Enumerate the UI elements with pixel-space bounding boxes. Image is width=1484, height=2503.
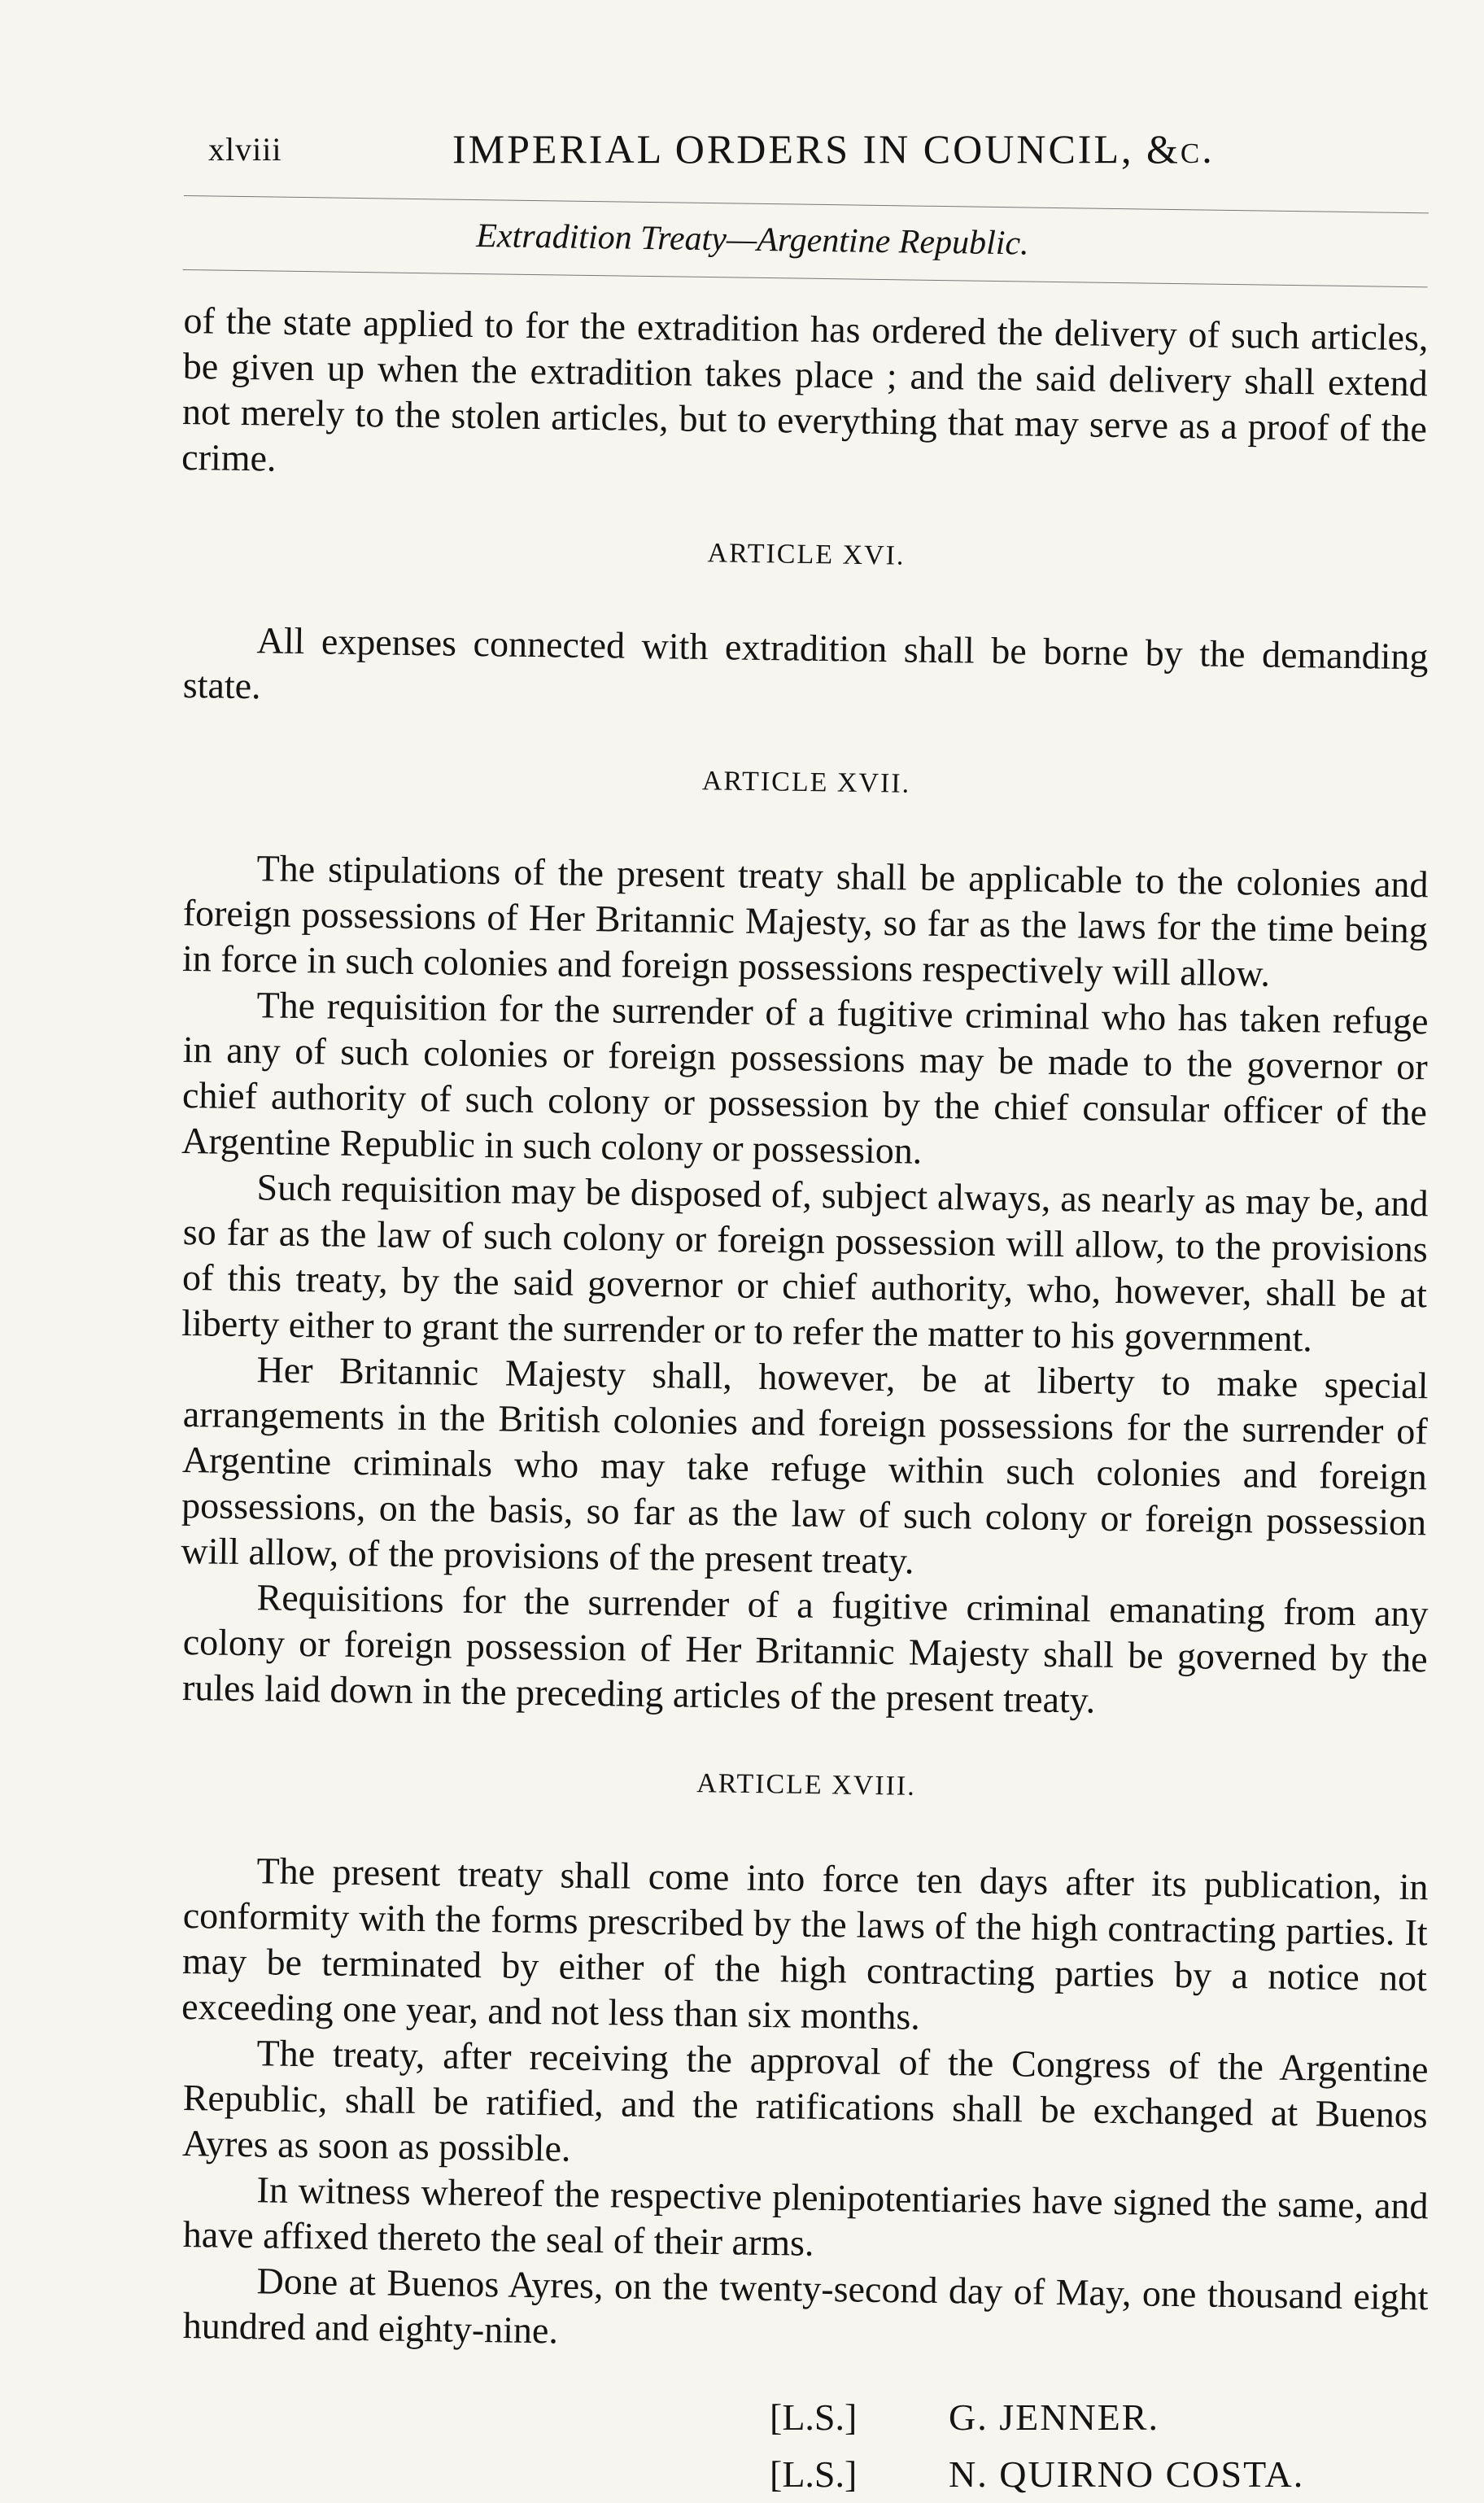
signature-row [770,2389,1429,2446]
article-paragraph: The present treaty shall come into force ten days after its publication, in conformity with the forms prescribed by the laws of the high contracting parties. It may be terminated by either of the high contracting parties by a notice not exceeding one year, and not less than six months. [181,1850,1429,2038]
article-paragraph: In witness whereof the respective plenipotentiaries have signed the same, and have affixed thereto the seal of their arms. [182,2169,1429,2264]
seal-mark: [L.S.] [770,2453,858,2495]
section-subheading: Extradition Treaty—Argentine Republic. [476,217,1029,263]
document-page [181,122,1429,2503]
article-heading: ARTICLE XVII. [701,766,911,799]
document-body [181,298,1429,2352]
article-heading: ARTICLE XVIII. [696,1768,917,1802]
seal-mark: [L.S.] [770,2396,858,2438]
article-paragraph: All expenses connected with extradition shall be borne by the demanding state. [182,619,1429,707]
page-header [184,122,1429,179]
signatory-name: N. QUIRNO COSTA. [949,2453,1305,2495]
article-paragraph: Her Britannic Majesty shall, however, be at liberty to make special arrangements in the British colonies and foreign possessions for the surrender of Argentine criminals who may take refuge within such colonies and foreign possessions, on the basis, so far as the law of such colony or foreign possession will allow, of the provisions of the present treaty. [181,1348,1429,1582]
article-heading: ARTICLE XVI. [707,538,906,571]
intro-paragraph: of the state applied to for the extradition has ordered the delivery of such articles, be given up when the extradition takes place ; and the said delivery shall extend not merely to the stolen articles, but to everything that may serve as a proof of the crime. [181,299,1429,479]
article-paragraph: Done at Buenos Ayres, on the twenty-second day of May, one thousand eight hundred and eighty-nine. [182,2260,1429,2352]
signature-block [770,2389,1429,2503]
article-paragraph: The stipulations of the present treaty shall be applicable to the colonies and foreign possessions of Her Britannic Majesty, so far as the laws for the time being in force in such colonies and foreign possessions respectively will allow. [181,847,1429,994]
article-paragraph: Requisitions for the surrender of a fugitive criminal emanating from any colony or foreign possession of Her Britannic Majesty shall be governed by the rules laid down in the preceding articles of the present treaty. [181,1576,1429,1721]
subheader-rule-box [183,195,1429,287]
running-title: IMPERIAL ORDERS IN COUNCIL, &c. [452,126,1215,172]
signature-row [770,2446,1429,2503]
article-paragraph: Such requisition may be disposed of, subject always, as nearly as may be, and so far as the law of such colony or foreign possession will allow, to the provisions of this treaty, by the said governor or chief authority, who, however, shall be at liberty either to grant the surrender or to refer the matter to his government. [181,1166,1429,1360]
signatory-name: G. JENNER. [949,2396,1159,2438]
article-paragraph: The treaty, after receiving the approval of the Congress of the Argentine Republic, shall be ratified, and the ratifications shall be exchanged at Buenos Ayres as soon as possible. [181,2032,1429,2169]
page-number: xlviii [208,131,282,168]
article-paragraph: The requisition for the surrender of a fugitive criminal who has taken refuge in any of such colonies or foreign possessions may be made to the governor or chief authority of such colony or possession by the chief consular officer of the Argentine Republic in such colony or possession. [181,984,1429,1172]
